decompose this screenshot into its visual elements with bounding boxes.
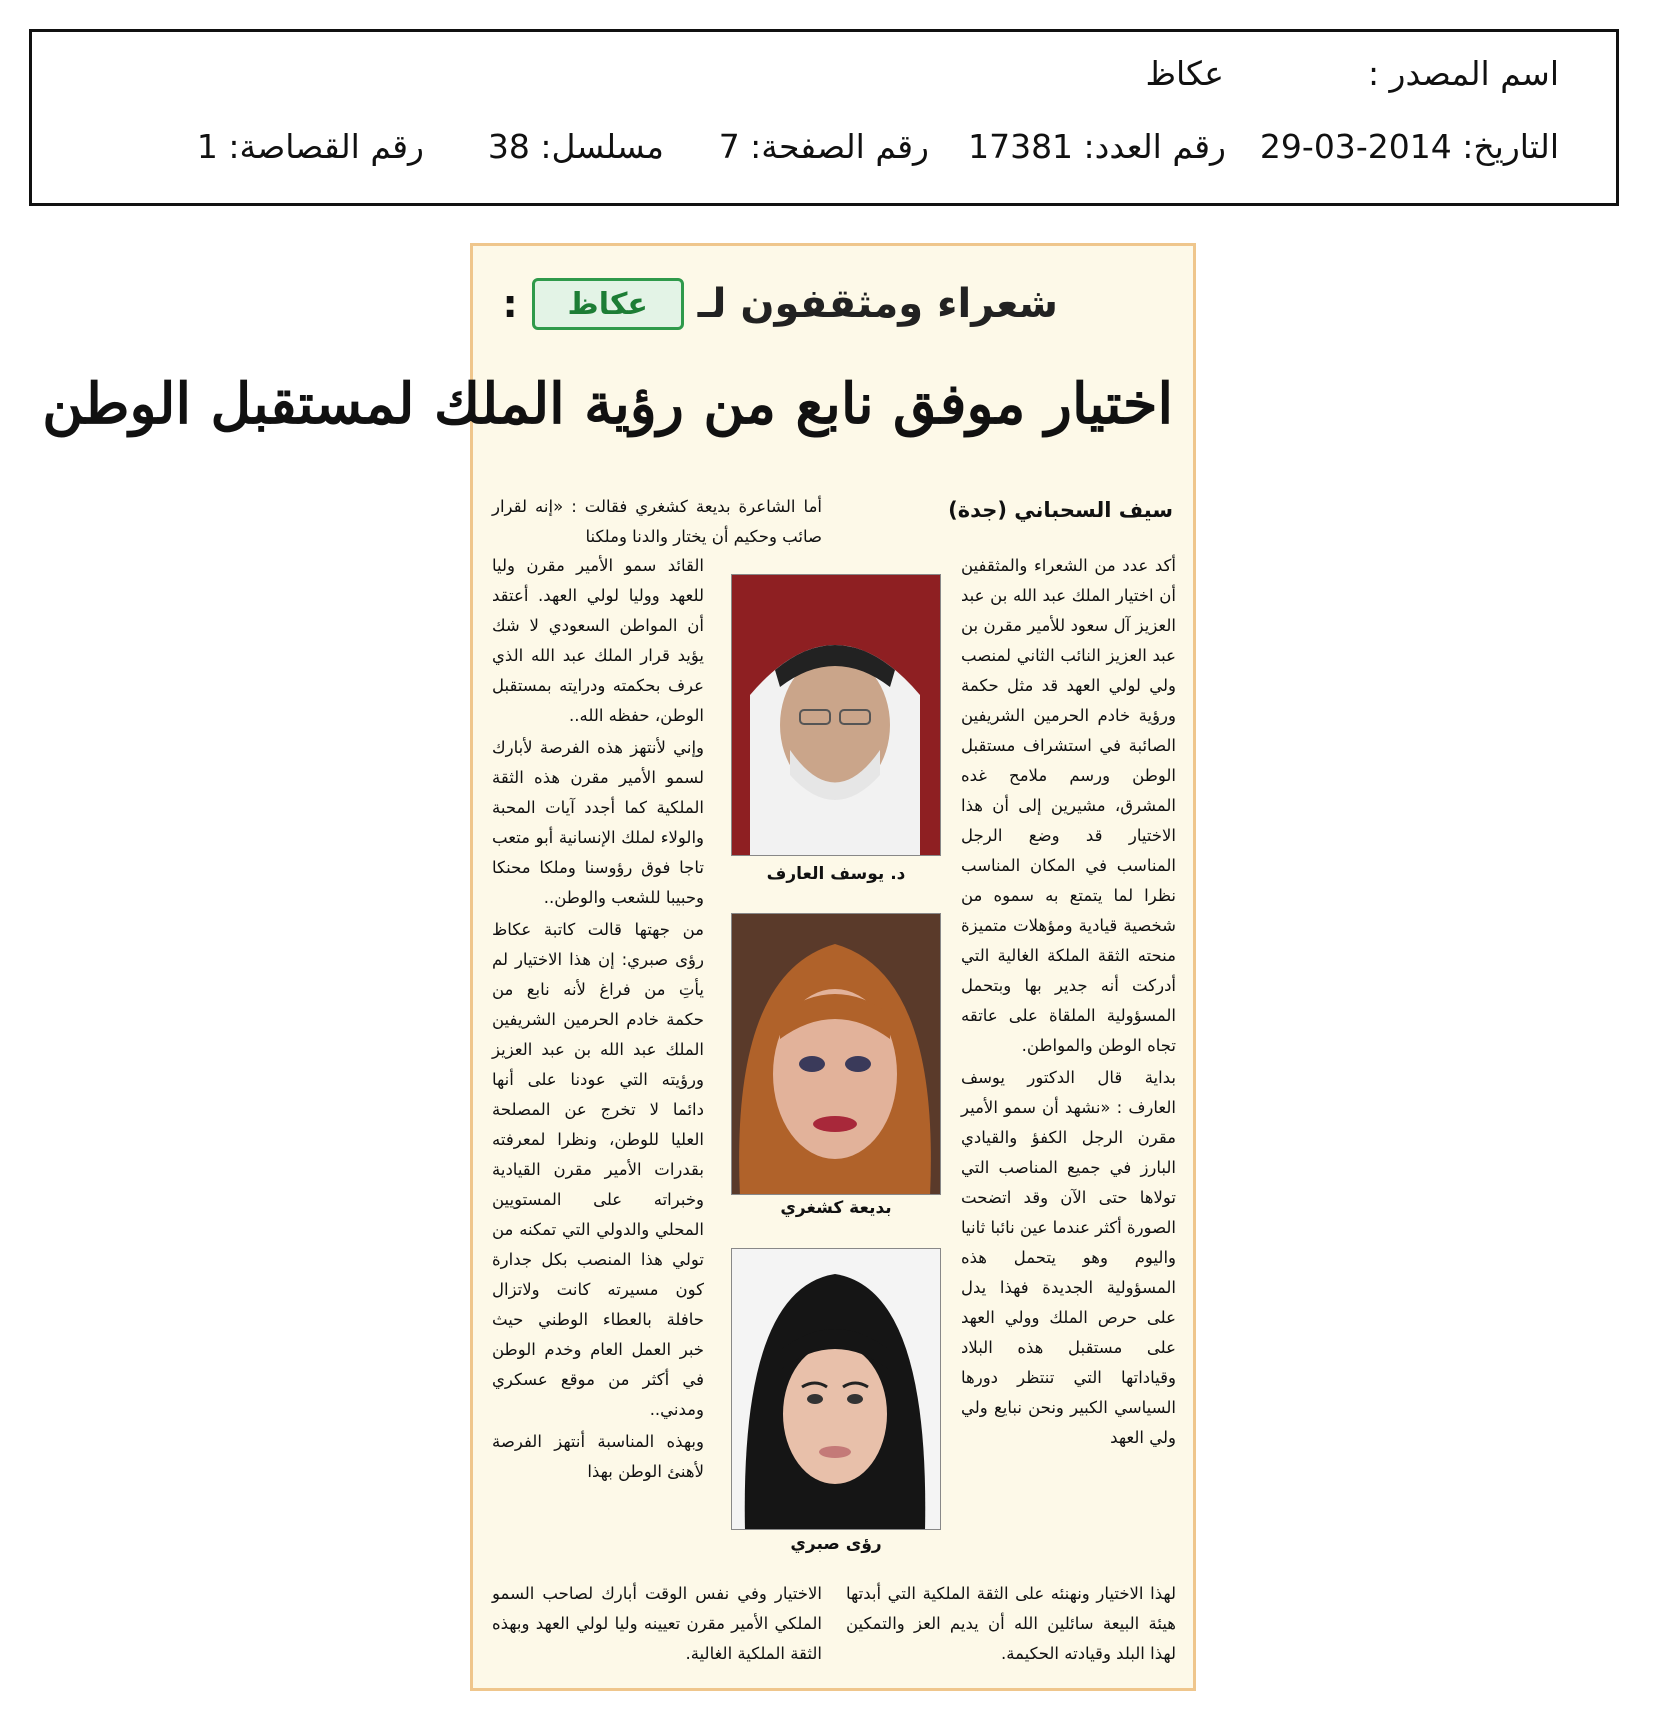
source-label: اسم المصدر : bbox=[1367, 54, 1559, 93]
paragraph: أكد عدد من الشعراء والمثقفين أن اختيار الملك عبد الله بن عبد العزيز آل سعود للأمير مقرن بن عبد العزيز النائب الثاني لمنصب ولي لولي العهد قد مثل حكمة ورؤية خادم الحرمين الشريفين الصائبة في استشراف مستقبل الوطن ورسم ملامح غده المشرق، مشيرين إلى أن هذا الاختيار قد وضع الرجل المناسب في المكان المناسب نظرا لما يتمتع به سموه من شخصية قيادية ومؤهلات متميزة منحته الثقة الملكة الغالية التي أدركت أنه جدير بها وبتحمل المسؤولية الملقاة على عاتقه تجاه الوطن والمواطن. bbox=[961, 556, 1176, 1055]
photo-yousef-alaref bbox=[731, 574, 941, 856]
caption-yousef-alaref: د. يوسف العارف bbox=[766, 864, 906, 884]
right-column bbox=[961, 551, 1176, 1455]
kicker-text: شعراء ومثقفون لـ bbox=[697, 281, 1058, 327]
caption-badia-kashghari: بديعة كشغري bbox=[780, 1198, 892, 1218]
byline: سيف السحباني (جدة) bbox=[948, 498, 1173, 522]
paragraph: القائد سمو الأمير مقرن وليا للعهد ووليا لولي العهد. أعتقد أن المواطن السعودي لا شك يؤيد قرار الملك عبد الله الذي عرف بحكمته ودرايته بمستقبل الوطن، حفظه الله.. bbox=[492, 556, 704, 725]
source-info-box bbox=[29, 29, 1619, 206]
paragraph: وإني لأنتهز هذه الفرصة لأبارك لسمو الأمير مقرن هذه الثقة الملكية كما أجدد آيات المحبة والولاء لملك الإنسانية أبو متعب تاجا فوق رؤوسنا وملكا محنكا وحبيبا للشعب والوطن.. bbox=[492, 738, 704, 907]
bottom-left-text: الاختيار وفي نفس الوقت أبارك لصاحب السمو الملكي الأمير مقرن تعيينه وليا لولي العهد وبهذه الثقة الملكية الغالية. bbox=[492, 1584, 822, 1663]
issue-number-field: رقم العدد: 17381 bbox=[968, 127, 1226, 166]
left-column bbox=[492, 551, 704, 1489]
photo-badia-kashghari bbox=[731, 913, 941, 1195]
paragraph: وبهذه المناسبة أنتهز الفرصة لأهنئ الوطن بهذا bbox=[492, 1432, 704, 1481]
newspaper-clipping bbox=[42, 243, 1196, 1691]
paragraph: من جهتها قالت كاتبة عكاظ رؤى صبري: إن هذا الاختيار لم يأتِ من فراغ لأنه نابع من حكمة خادم الحرمين الشريفين الملك عبد الله بن عبد العزيز ورؤيته التي عودنا على أنها دائما لا تخرج عن المصلحة العليا للوطن، ونظرا لمعرفته بقدرات الأمير مقرن القيادية وخبراته على المستويين المحلي والدولي التي تمكنه من تولي هذا المنصب بكل جدارة كون مسيرته كانت ولاتزال حافلة بالعطاء الوطني حيث خبر العمل العام وخدم الوطن في أكثر من موقع عسكري ومدني.. bbox=[492, 920, 704, 1419]
date-field: التاريخ: 2014-03-29 bbox=[1259, 127, 1559, 166]
bottom-right-text: لهذا الاختيار ونهنئه على الثقة الملكية التي أبدتها هيئة البيعة سائلين الله أن يديم العز والتمكين لهذا البلد وقيادته الحكيمة. bbox=[846, 1584, 1176, 1663]
caption-roaa-sabri: رؤى صبري bbox=[790, 1534, 882, 1554]
serial-field: مسلسل: 38 bbox=[487, 127, 664, 166]
clip-number-field: رقم القصاصة: 1 bbox=[196, 127, 424, 166]
paragraph: بداية قال الدكتور يوسف العارف : «نشهد أن سمو الأمير مقرن الرجل الكفؤ والقيادي البارز في جميع المناصب التي تولاها حتى الآن وقد اتضحت الصورة أكثر عندما عين نائبا ثانيا واليوم وهو يتحمل هذه المسؤولية الجديدة فهذا يدل على حرص الملك وولي العهد على مستقبل هذه البلاد وقياداتها التي تنتظر دورها السياسي الكبير ونحن نبايع ولي ولي العهد bbox=[961, 1068, 1176, 1447]
source-value: عكاظ bbox=[1145, 54, 1224, 93]
page-number-field: رقم الصفحة: 7 bbox=[718, 127, 929, 166]
kicker bbox=[503, 278, 1058, 330]
left-intro: أما الشاعرة بديعة كشغري فقالت : «إنه لقرار صائب وحكيم أن يختار والدنا وملكنا bbox=[492, 497, 822, 546]
photo-roaa-sabri bbox=[731, 1248, 941, 1530]
kicker-colon: : bbox=[502, 282, 518, 326]
okaz-logo: عكاظ bbox=[532, 278, 684, 330]
headline: اختيار موفق نابع من رؤية الملك لمستقبل الوطن bbox=[42, 371, 1173, 437]
